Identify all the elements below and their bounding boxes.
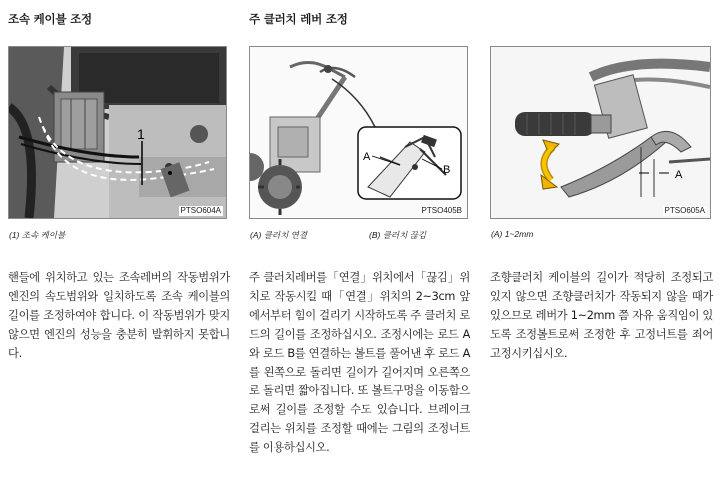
governor-cable-illustration: [9, 47, 226, 218]
body-text: 주 클러치레버를「연결」위치에서「끊김」위치로 작동시킬 때「연결」위치의 2~3cm 앞에서부터 힘이 걸리기 시작하도록 주 클러치 로드의 길이를 조정하십시오. 조정시에는 로드 A와 로드 B를 연결하는 볼트를 풀어낸 후 로드 A를 왼쪽으로 돌리면 길이가 길어지며 오른쪽으로 돌리면 짧아집니다. 또 볼트구멍을 이동함으로써 길이를 조정할 수도 있습니다. 브레이크 걸리는 위치를 조정할 때에는 그림의 조정너트를 이용하십시오.: [249, 271, 470, 455]
figure-code: PTSO604A: [180, 206, 221, 215]
caption-a: (A) 클러치 연결: [250, 230, 308, 240]
steering-clutch-figure: [490, 46, 711, 219]
section-heading: 조속 케이블 조정: [8, 12, 92, 26]
governor-cable-figure: [8, 46, 227, 219]
label-a: A: [363, 151, 371, 163]
main-clutch-figure: [249, 46, 468, 219]
steering-clutch-illustration: [491, 47, 710, 218]
main-clutch-illustration: [250, 47, 467, 218]
label-a: A: [675, 169, 683, 181]
figure-code: PTSO605A: [664, 206, 705, 215]
figure-code: PTSO405B: [421, 206, 462, 215]
label-b: B: [443, 164, 451, 176]
body-text: 핸들에 위치하고 있는 조속레버의 작동범위가 엔진의 속도범위와 일치하도록 조속 케이블의 길이를 조정하여야 합니다. 이 작동범위가 맞지 않으면 엔진의 성능을 충분히 발휘하지 못합니다.: [8, 271, 230, 360]
section-heading: 주 클러치 레버 조정: [249, 12, 348, 26]
caption: (1) 조속 케이블: [9, 230, 66, 240]
caption-b: (B) 클러치 끊김: [369, 230, 427, 240]
caption: (A) 1~2mm: [491, 229, 534, 239]
callout-1-label: 1: [137, 126, 145, 142]
body-text: 조향클러치 케이블의 길이가 적당히 조정되고 있지 않으면 조향클러치가 작동되지 않을 때가 있으므로 레버가 1~2mm 쯤 자유 움직임이 있도록 조정볼트로써 조정한 후 고정너트를 죄어 고정시키십시오.: [490, 271, 713, 360]
